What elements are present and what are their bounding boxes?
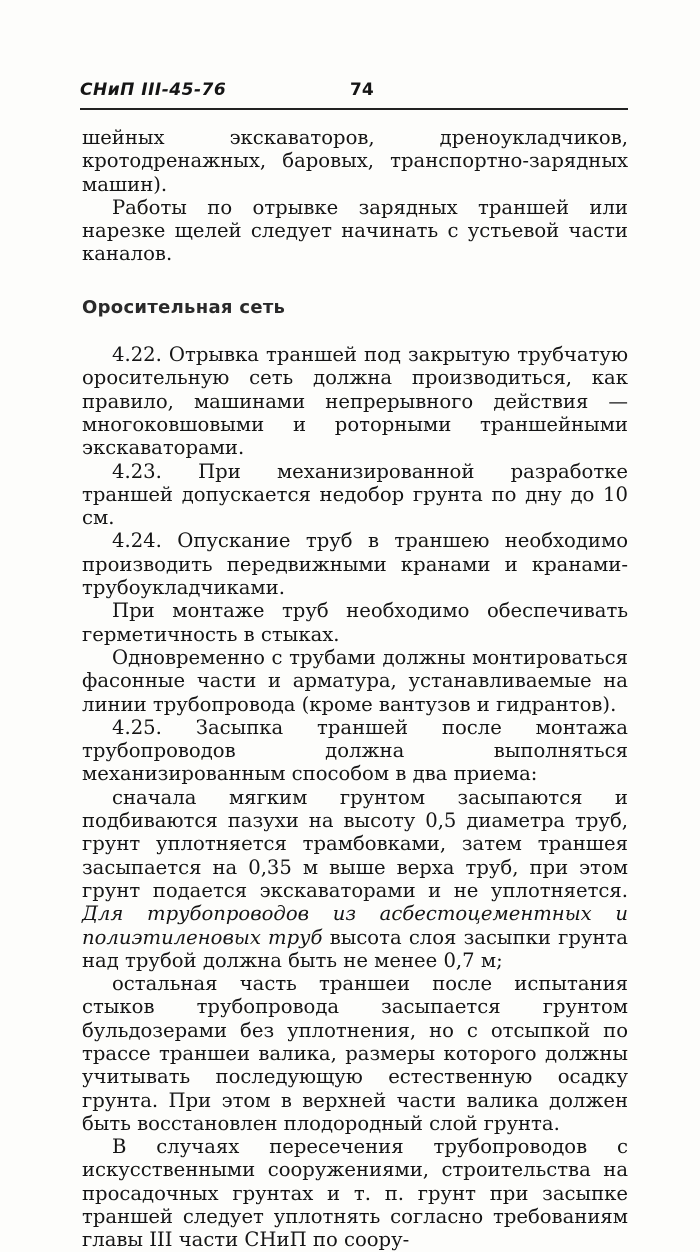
clause-text: Опускание труб в траншею необходимо производить передвижными кранами и кранами-трубоукладчиками. [82,529,629,600]
clause-number: 4.24. [112,529,162,553]
page-header [80,80,628,110]
clause-4-25 [82,716,628,786]
clause-text: Засыпка траншей после монтажа трубопроводов должна выполняться механизированным способом в два приема: [82,715,628,786]
item-text: сначала мягким грунтом засыпаются и подбиваются пазухи на высоту 0,5 диаметра труб, грунт уплотняется трамбовками, затем траншея засыпается на 0,35 м выше верха труб, при этом грунт подается экскаваторами и не уплотняется. [82,785,628,902]
clause-4-22 [82,343,628,459]
paragraph: Работы по отрывке зарядных траншей или нарезке щелей следует начинать с устьевой части каналов. [82,195,628,266]
paragraph-continuation: шейных экскаваторов, дреноукладчиков, кротодренажных, баровых, транспортно-зарядных машин). [82,126,628,196]
clause-text: Отрывка траншей под закрытую трубчатую оросительную сеть должна производиться, как правило, машинами непрерывного действия — многоковшовыми и роторными траншейными экскаваторами. [82,343,628,460]
clause-number: 4.25. [112,715,162,739]
list-item-second-stage: остальная часть траншеи после испытания стыков трубопровода засыпается грунтом бульдозерами без уплотнения, но с отсыпкой по трассе траншеи валика, размеры которого должны учитывать последующую естественную осадку грунта. При этом в верхней части валика должен быть восстановлен плодородный слой грунта. [82,972,628,1135]
section-heading: Оросительная сеть [82,296,286,318]
list-item-first-stage [82,786,628,972]
clause-4-24 [82,529,628,599]
italic-text: Для трубопроводов из асбестоцементных и полиэтиленовых труб [82,902,628,949]
page-body [82,126,628,1252]
page-number: 74 [350,80,374,100]
paragraph: При монтаже труб необходимо обеспечивать герметичность в стыках. [82,599,628,646]
clause-4-23 [82,460,628,530]
clause-text: При механизированной разработке траншей допускается недобор грунта по дну до 10 см. [82,459,629,530]
running-head: СНиП III-45-76 [80,80,227,100]
paragraph: В случаях пересечения трубопроводов с искусственными сооружениями, строительства на просадочных грунтах и т. п. грунт при засыпке траншей следует уплотнять согласно требованиям главы III части СНиП по соору- [82,1135,628,1252]
clause-number: 4.22. [112,343,162,367]
item-text: высота слоя засыпки грунта над трубой должна быть не менее 0,7 м; [82,925,628,972]
clause-number: 4.23. [112,459,162,483]
paragraph: Одновременно с трубами должны монтироваться фасонные части и арматура, устанавливаемые на линии трубопровода (кроме вантузов и гидрантов). [82,645,628,716]
header-rule [80,108,628,110]
